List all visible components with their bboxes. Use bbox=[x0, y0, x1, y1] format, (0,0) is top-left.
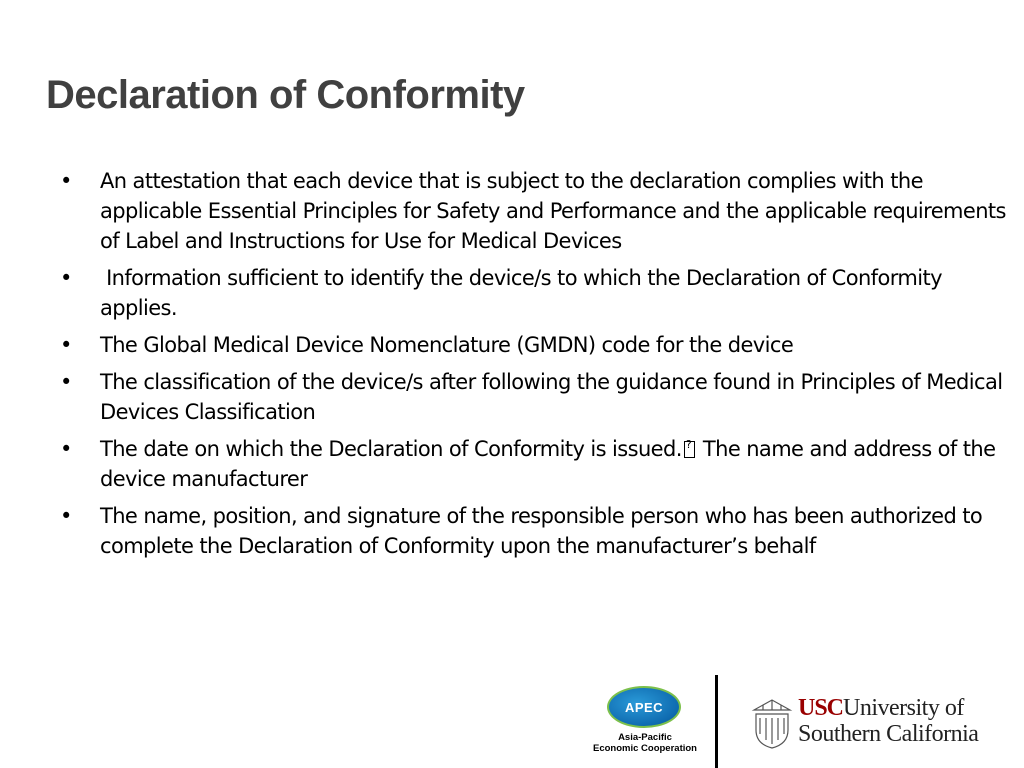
usc-seal-icon bbox=[750, 696, 794, 750]
bullet-item bbox=[56, 367, 1006, 427]
bullet-text: The Global Medical Device Nomenclature (GMDN) code for the device bbox=[100, 333, 794, 357]
bullet-text: An attestation that each device that is subject to the declaration complies with the applicable Essential Principles for Safety and Performance and the applicable requirements of Label and Instructions for Use for Medical Devices bbox=[100, 169, 1006, 253]
bullet-text: The classification of the device/s after following the guidance found in Principles of Medical Devices Classification bbox=[100, 370, 1003, 424]
missing-glyph-icon bbox=[684, 441, 695, 458]
bullet-marker: • bbox=[60, 504, 72, 528]
apec-logo bbox=[588, 686, 702, 756]
usc-line2: Southern California bbox=[798, 721, 979, 747]
usc-abbrev: USC bbox=[798, 695, 844, 721]
bullet-text: Information sufficient to identify the device/s to which the Declaration of Conformity applies. bbox=[100, 266, 949, 320]
bullet-marker: • bbox=[60, 169, 72, 193]
bullet-text: The name, position, and signature of the responsible person who has been authorized to complete the Declaration of Conformity upon the manufacturer’s behalf bbox=[100, 504, 983, 558]
apec-caption-line2: Economic Cooperation bbox=[593, 743, 697, 754]
bullet-item bbox=[56, 263, 1006, 323]
bullet-marker: • bbox=[60, 333, 72, 357]
bullet-marker: • bbox=[60, 437, 72, 461]
slide-title: Declaration of Conformity bbox=[46, 73, 525, 117]
usc-logo bbox=[750, 694, 1000, 754]
bullet-text-after: The name and address of the device manufacturer bbox=[100, 437, 1002, 491]
apec-emblem-icon bbox=[607, 686, 681, 728]
bullet-list bbox=[56, 166, 1006, 568]
usc-line1: University of bbox=[843, 695, 964, 721]
apec-caption bbox=[588, 732, 702, 754]
bullet-item bbox=[56, 434, 1006, 494]
bullet-item bbox=[56, 166, 1006, 256]
bullet-text-before: The date on which the Declaration of Conformity is issued. bbox=[100, 437, 682, 461]
bullet-marker: • bbox=[60, 370, 72, 394]
bullet-marker: • bbox=[60, 266, 72, 290]
bullet-item bbox=[56, 330, 1006, 360]
apec-caption-line1: Asia-Pacific bbox=[618, 732, 672, 743]
usc-wordmark-top bbox=[798, 694, 964, 722]
bullet-item bbox=[56, 501, 1006, 561]
apec-emblem-text: APEC bbox=[624, 699, 664, 715]
logo-divider bbox=[715, 675, 718, 768]
